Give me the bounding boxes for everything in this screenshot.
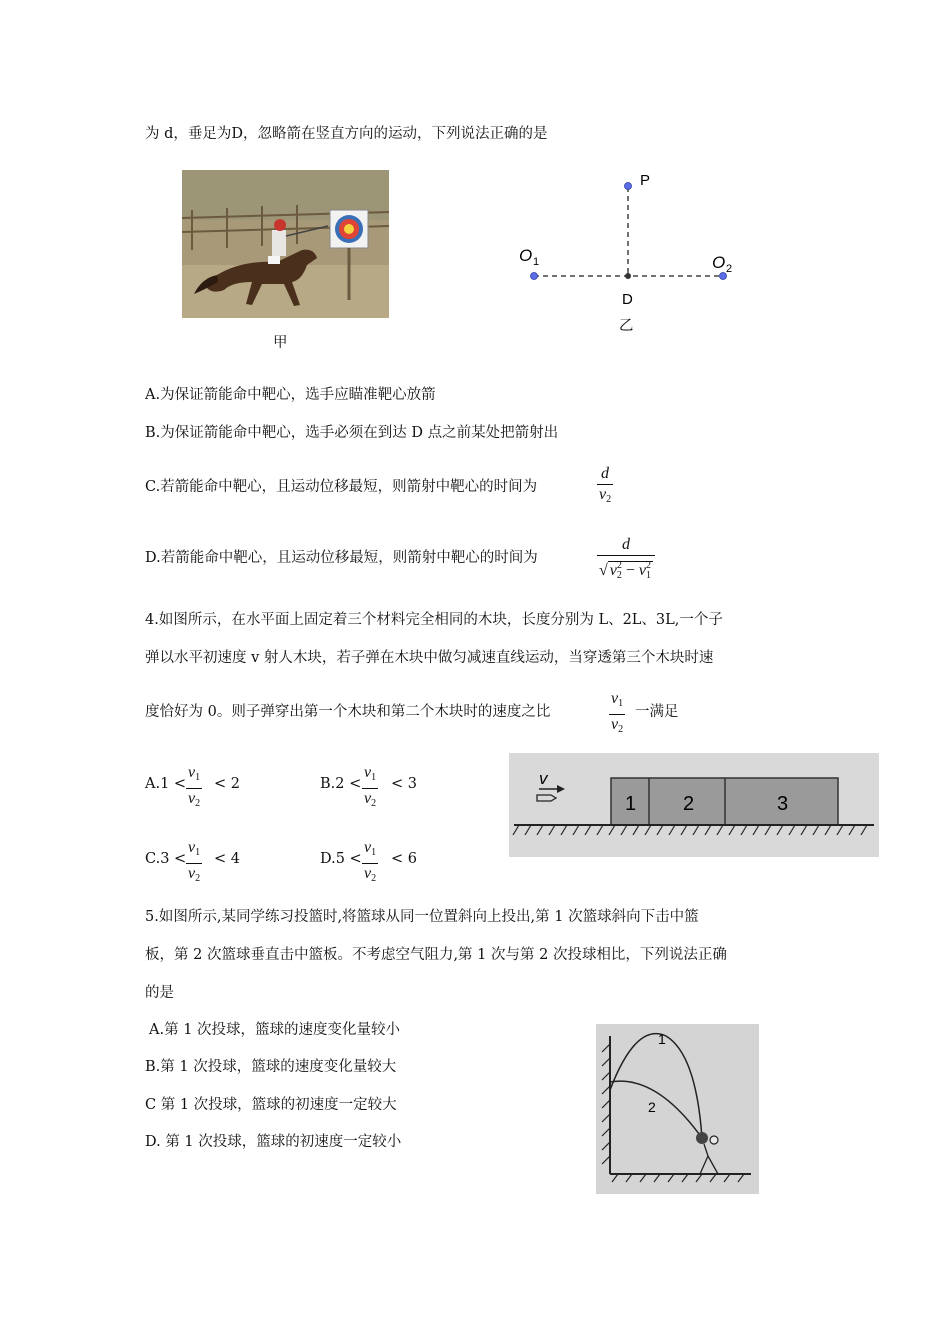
q3-option-b: B.为保证箭能命中靶心，选手必须在到达 D 点之前某处把箭射出 xyxy=(145,425,559,441)
q5-option-c: C 第 1 次投球，篮球的初速度一定较大 xyxy=(145,1097,397,1113)
q4-line-2: 弹以水平初速度 v 射人木块，若子弹在木块中做匀减速直线运动，当穿透第三个木块时速 xyxy=(145,650,714,666)
point-o1 xyxy=(531,273,538,280)
q4-option-a-high: < 2 xyxy=(214,776,240,792)
q4-option-a-fraction: $\frac{v_1}{v_2}$ xyxy=(186,763,202,814)
q3-option-a: A.为保证箭能命中靶心，选手应瞄准靶心放箭 xyxy=(145,387,436,403)
bullet-v-label: v xyxy=(539,769,548,788)
point-d xyxy=(625,273,631,279)
q4-line-3-tail: 一满足 xyxy=(635,704,679,720)
q3-option-c: C.若箭能命中靶心，且运动位移最短，则箭射中靶心的时间为 xyxy=(145,479,538,495)
q4-option-b-fraction: $\frac{v_1}{v_2}$ xyxy=(362,763,378,814)
intro-line: 为 d，垂足为D，忽略箭在竖直方向的运动，下列说法正确的是 xyxy=(145,126,548,142)
label-p: P xyxy=(640,172,651,189)
horse-archery-photo xyxy=(182,170,389,318)
figure-yi-caption: 乙 xyxy=(619,318,634,334)
q3-c-num: d xyxy=(601,465,610,482)
label-o1: O xyxy=(519,246,533,265)
block-1-label: 1 xyxy=(625,793,637,815)
trajectory-2-label: 2 xyxy=(648,1099,656,1115)
point-p xyxy=(625,183,632,190)
q5-line-2: 板，第 2 次篮球垂直击中篮板。不考虑空气阻力,第 1 次与第 2 次投球相比，下列说法正确 xyxy=(145,947,727,963)
q4-option-c: C.3 < xyxy=(145,851,187,867)
q5-line-3: 的是 xyxy=(145,985,174,1001)
q5-line-1: 5.如图所示,某同学练习投篮时,将篮球从同一位置斜向上投出,第 1 次篮球斜向下击中篮 xyxy=(145,909,699,925)
q3-d-fraction: $\frac{d}{√ v_2^2 - v_1^2}$ xyxy=(597,535,655,586)
q4-option-d-fraction: $\frac{v_1}{v_2}$ xyxy=(362,838,378,889)
q4-option-c-fraction: $\frac{v_1}{v_2}$ xyxy=(186,838,202,889)
q4-line-3: 度恰好为 0。则子弹穿出第一个木块和第二个木块时的速度之比 xyxy=(145,704,551,720)
label-d: D xyxy=(622,291,633,308)
label-o2: O xyxy=(712,253,726,272)
q4-line-1: 4.如图所示，在水平面上固定着三个材料完全相同的木块，长度分别为 L、2L、3L,一个子 xyxy=(145,612,723,628)
q3-d-num: d xyxy=(622,536,631,553)
basketball-figure xyxy=(596,1024,759,1194)
q4-option-b: B.2 < xyxy=(320,776,362,792)
q3-option-d: D.若箭能命中靶心，且运动位移最短，则箭射中靶心的时间为 xyxy=(145,550,538,566)
geometry-diagram xyxy=(510,165,750,315)
q5-option-a: A.第 1 次投球，篮球的速度变化量较小 xyxy=(149,1022,401,1038)
q4-option-c-high: < 4 xyxy=(214,851,240,867)
q5-option-d: D. 第 1 次投球，篮球的初速度一定较小 xyxy=(145,1134,402,1150)
q4-option-d: D.5 < xyxy=(320,851,362,867)
q4-ratio-fraction: $\frac{v_1}{v_2}$ xyxy=(609,689,625,740)
q4-option-b-high: < 3 xyxy=(391,776,417,792)
block-2-label: 2 xyxy=(683,793,695,815)
label-o2-sub: 2 xyxy=(726,263,733,275)
figure-jia-caption: 甲 xyxy=(273,335,288,351)
q5-option-b: B.第 1 次投球，篮球的速度变化量较大 xyxy=(145,1059,397,1075)
wood-blocks-figure xyxy=(509,753,879,857)
trajectory-1-label: 1 xyxy=(658,1031,666,1047)
q3-c-fraction: $\frac{d}{v_2}$ xyxy=(597,464,613,510)
q4-option-a: A.1 < xyxy=(145,776,187,792)
q4-option-d-high: < 6 xyxy=(391,851,417,867)
label-o1-sub: 1 xyxy=(533,256,540,268)
block-3-label: 3 xyxy=(777,793,789,815)
